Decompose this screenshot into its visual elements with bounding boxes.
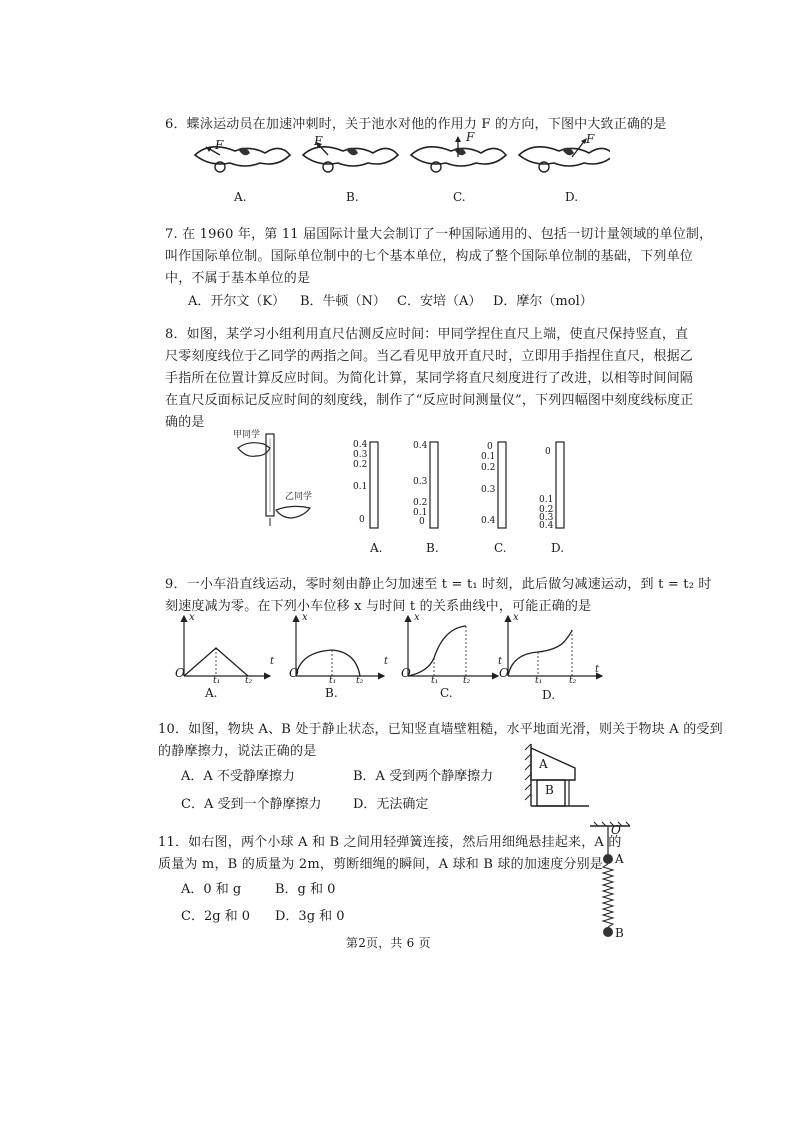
- q8-line-5: 确的是: [165, 415, 205, 430]
- q8-line-4: 在直尺反面标记反应时间的刻度线，制作了“反应时间测量仪”，下列四幅图中刻度线标度正: [165, 393, 694, 408]
- graph-a-t1: t₁: [213, 676, 221, 686]
- q10-option-b: B．A 受到两个静摩擦力: [353, 769, 494, 784]
- q7-line-2: 叫作国际单位制。国际单位制中的七个基本单位，构成了整个国际单位制的基础，下列单位: [165, 249, 694, 264]
- q10-option-d: D．无法确定: [353, 797, 429, 812]
- graph-b-origin: O: [289, 666, 299, 680]
- q6-stem: 6．蝶泳运动员在加速冲刺时，关于池水对他的作用力 F 的方向，下图中大致正确的是: [165, 117, 667, 132]
- q6-force-label-b: F: [314, 134, 323, 148]
- ruler-c-label: 0.3: [481, 485, 496, 495]
- q6-force-label-d: F: [586, 132, 595, 146]
- graph-a: [184, 616, 270, 676]
- q6-force-label-a: F: [215, 138, 224, 152]
- q8-line-1: 8．如图，某学习小组利用直尺估测反应时间：甲同学捏住直尺上端，使直尺保持竖直，直: [165, 327, 689, 342]
- q7-line-3: 中，不属于基本单位的是: [165, 271, 311, 286]
- swimmer-a-figure: [195, 147, 290, 172]
- graph-c-origin: O: [401, 666, 411, 680]
- ruler-b-label: 0.3: [413, 477, 428, 487]
- ruler-b: [430, 442, 438, 528]
- graph-a-origin: O: [175, 666, 185, 680]
- graph-d-t2: t₂: [569, 676, 577, 686]
- ruler-d-label: 0.4: [539, 521, 554, 531]
- swimmer-c-figure: [411, 136, 506, 172]
- q6-option-b: B.: [346, 190, 359, 204]
- graph-a-t-label: t: [270, 656, 275, 667]
- graph-b-t1: t₁: [329, 676, 337, 686]
- q8-option-c: C.: [494, 541, 507, 555]
- q11-option-a: A．0 和 g: [181, 882, 242, 897]
- ruler-c-label: 0.1: [481, 452, 496, 462]
- ruler-d: [556, 442, 564, 528]
- graph-c-t-label: t: [498, 656, 503, 667]
- swimmer-d-figure: [519, 138, 610, 172]
- q10-blocks-figure: [515, 740, 593, 812]
- q9-line-2: 刻速度减为零。在下列小车位移 x 与时间 t 的关系曲线中，可能正确的是: [165, 599, 592, 614]
- ruler-d-label: 0: [545, 447, 551, 457]
- q8-option-d: D.: [551, 541, 565, 555]
- ball-b-label: B: [615, 926, 624, 940]
- ruler-b-label: 0.1: [413, 508, 428, 518]
- q9-option-d: D.: [542, 688, 556, 702]
- page-footer: 第2页，共 6 页: [346, 936, 431, 950]
- q8-option-a: A.: [370, 541, 383, 555]
- ruler-c-label: 0: [487, 442, 493, 452]
- q7-option-c: C．安培（A）: [397, 294, 482, 309]
- q7-line-1: 7. 在 1960 年，第 11 届国际计量大会制订了一种国际通用的、包括一切计量领域的单位制，: [165, 227, 713, 242]
- q6-swimmer-figures: [190, 133, 610, 181]
- q9-option-a: A.: [205, 686, 218, 700]
- ruler-a-label: 0.2: [353, 460, 368, 470]
- q9-option-c: C.: [440, 686, 453, 700]
- block-a-label: A: [539, 757, 548, 771]
- q10-option-c: C．A 受到一个静摩擦力: [181, 797, 322, 812]
- q11-line-2: 质量为 m，B 的质量为 2m，剪断细绳的瞬间，A 球和 B 球的加速度分别是: [158, 857, 604, 872]
- q6-option-a: A.: [234, 190, 247, 204]
- ruler-a-label: 0.3: [353, 450, 368, 460]
- ruler-b-label: 0: [419, 517, 425, 527]
- ruler-b-label: 0.4: [413, 441, 428, 451]
- ruler-c-label: 0.4: [481, 516, 496, 526]
- q8-ruler-hands-figure: [232, 428, 328, 528]
- ruler-a-label: 0.1: [353, 482, 368, 492]
- q7-option-b: B．牛顿（N）: [300, 294, 386, 309]
- graph-d: [508, 616, 602, 676]
- q7-option-a: A．开尔文（K）: [188, 294, 286, 309]
- graph-b-t-label: t: [384, 656, 389, 667]
- q6-force-label-c: F: [466, 130, 475, 144]
- graph-a-t2: t₂: [245, 676, 253, 686]
- graph-c: [408, 616, 498, 676]
- graph-d-t-label: t: [595, 664, 600, 675]
- ruler-d-label: 0.1: [539, 495, 554, 505]
- q6-option-c: C.: [453, 190, 466, 204]
- q11-option-b: B．g 和 0: [275, 882, 336, 897]
- q8-line-2: 尺零刻度线位于乙同学的两指之间。当乙看见甲放开直尺时，立即用手指捏住直尺，根据乙: [165, 349, 694, 364]
- graph-b: [296, 616, 384, 676]
- graph-b-t2: t₂: [356, 676, 364, 686]
- graph-d-t1: t₁: [535, 676, 543, 686]
- ruler-d-label: 0.2: [539, 505, 554, 515]
- graph-c-t1: t₁: [431, 676, 439, 686]
- point-o-label: O: [611, 823, 621, 837]
- ruler-d-label: 0.3: [539, 513, 554, 523]
- q8-person-a-label: 甲同学: [233, 430, 261, 440]
- graph-a-x-label: x: [189, 612, 195, 623]
- q10-option-a: A．A 不受静摩擦力: [181, 769, 295, 784]
- q8-rulers: [350, 440, 590, 532]
- ball-a-label: A: [615, 852, 624, 866]
- q11-option-c: C．2g 和 0: [181, 909, 251, 924]
- graph-c-t2: t₂: [463, 676, 471, 686]
- q8-line-3: 手指所在位置计算反应时间。为简化计算，某同学将直尺刻度进行了改进，以相等时间间隔: [165, 371, 694, 386]
- q11-line-1: 11．如右图，两个小球 A 和 B 之间用轻弹簧连接，然后用细绳悬挂起来，A 的: [158, 835, 622, 850]
- q8-option-b: B.: [426, 541, 439, 555]
- graph-d-origin: O: [499, 666, 509, 680]
- ruler-b-label: 0.2: [413, 498, 428, 508]
- q8-person-b-label: 乙同学: [285, 492, 313, 502]
- graph-b-x-label: x: [302, 612, 308, 623]
- ruler-a: [370, 442, 378, 528]
- q9-xt-graphs: [172, 610, 612, 690]
- q11-option-d: D．3g 和 0: [275, 909, 345, 924]
- ruler-c: [498, 442, 506, 528]
- graph-d-x-label: x: [513, 612, 519, 623]
- ruler-c-label: 0.2: [481, 463, 496, 473]
- q9-line-1: 9．一小车沿直线运动，零时刻由静止匀加速至 t = t₁ 时刻，此后做匀减速运动，到 t = t₂ 时: [165, 577, 712, 592]
- ruler-a-label: 0.4: [353, 440, 368, 450]
- ruler-a-label: 0: [359, 515, 365, 525]
- q9-option-b: B.: [325, 686, 338, 700]
- q6-option-d: D.: [565, 190, 579, 204]
- q10-line-2: 的静摩擦力，说法正确的是: [158, 744, 317, 759]
- q7-option-d: D．摩尔（mol）: [493, 294, 593, 309]
- q10-line-1: 10．如图，物块 A、B 处于静止状态，已知竖直墙壁粗糙，水平地面光滑，则关于物块 A 的受到: [158, 722, 723, 737]
- graph-c-x-label: x: [414, 612, 420, 623]
- block-b-label: B: [545, 783, 554, 797]
